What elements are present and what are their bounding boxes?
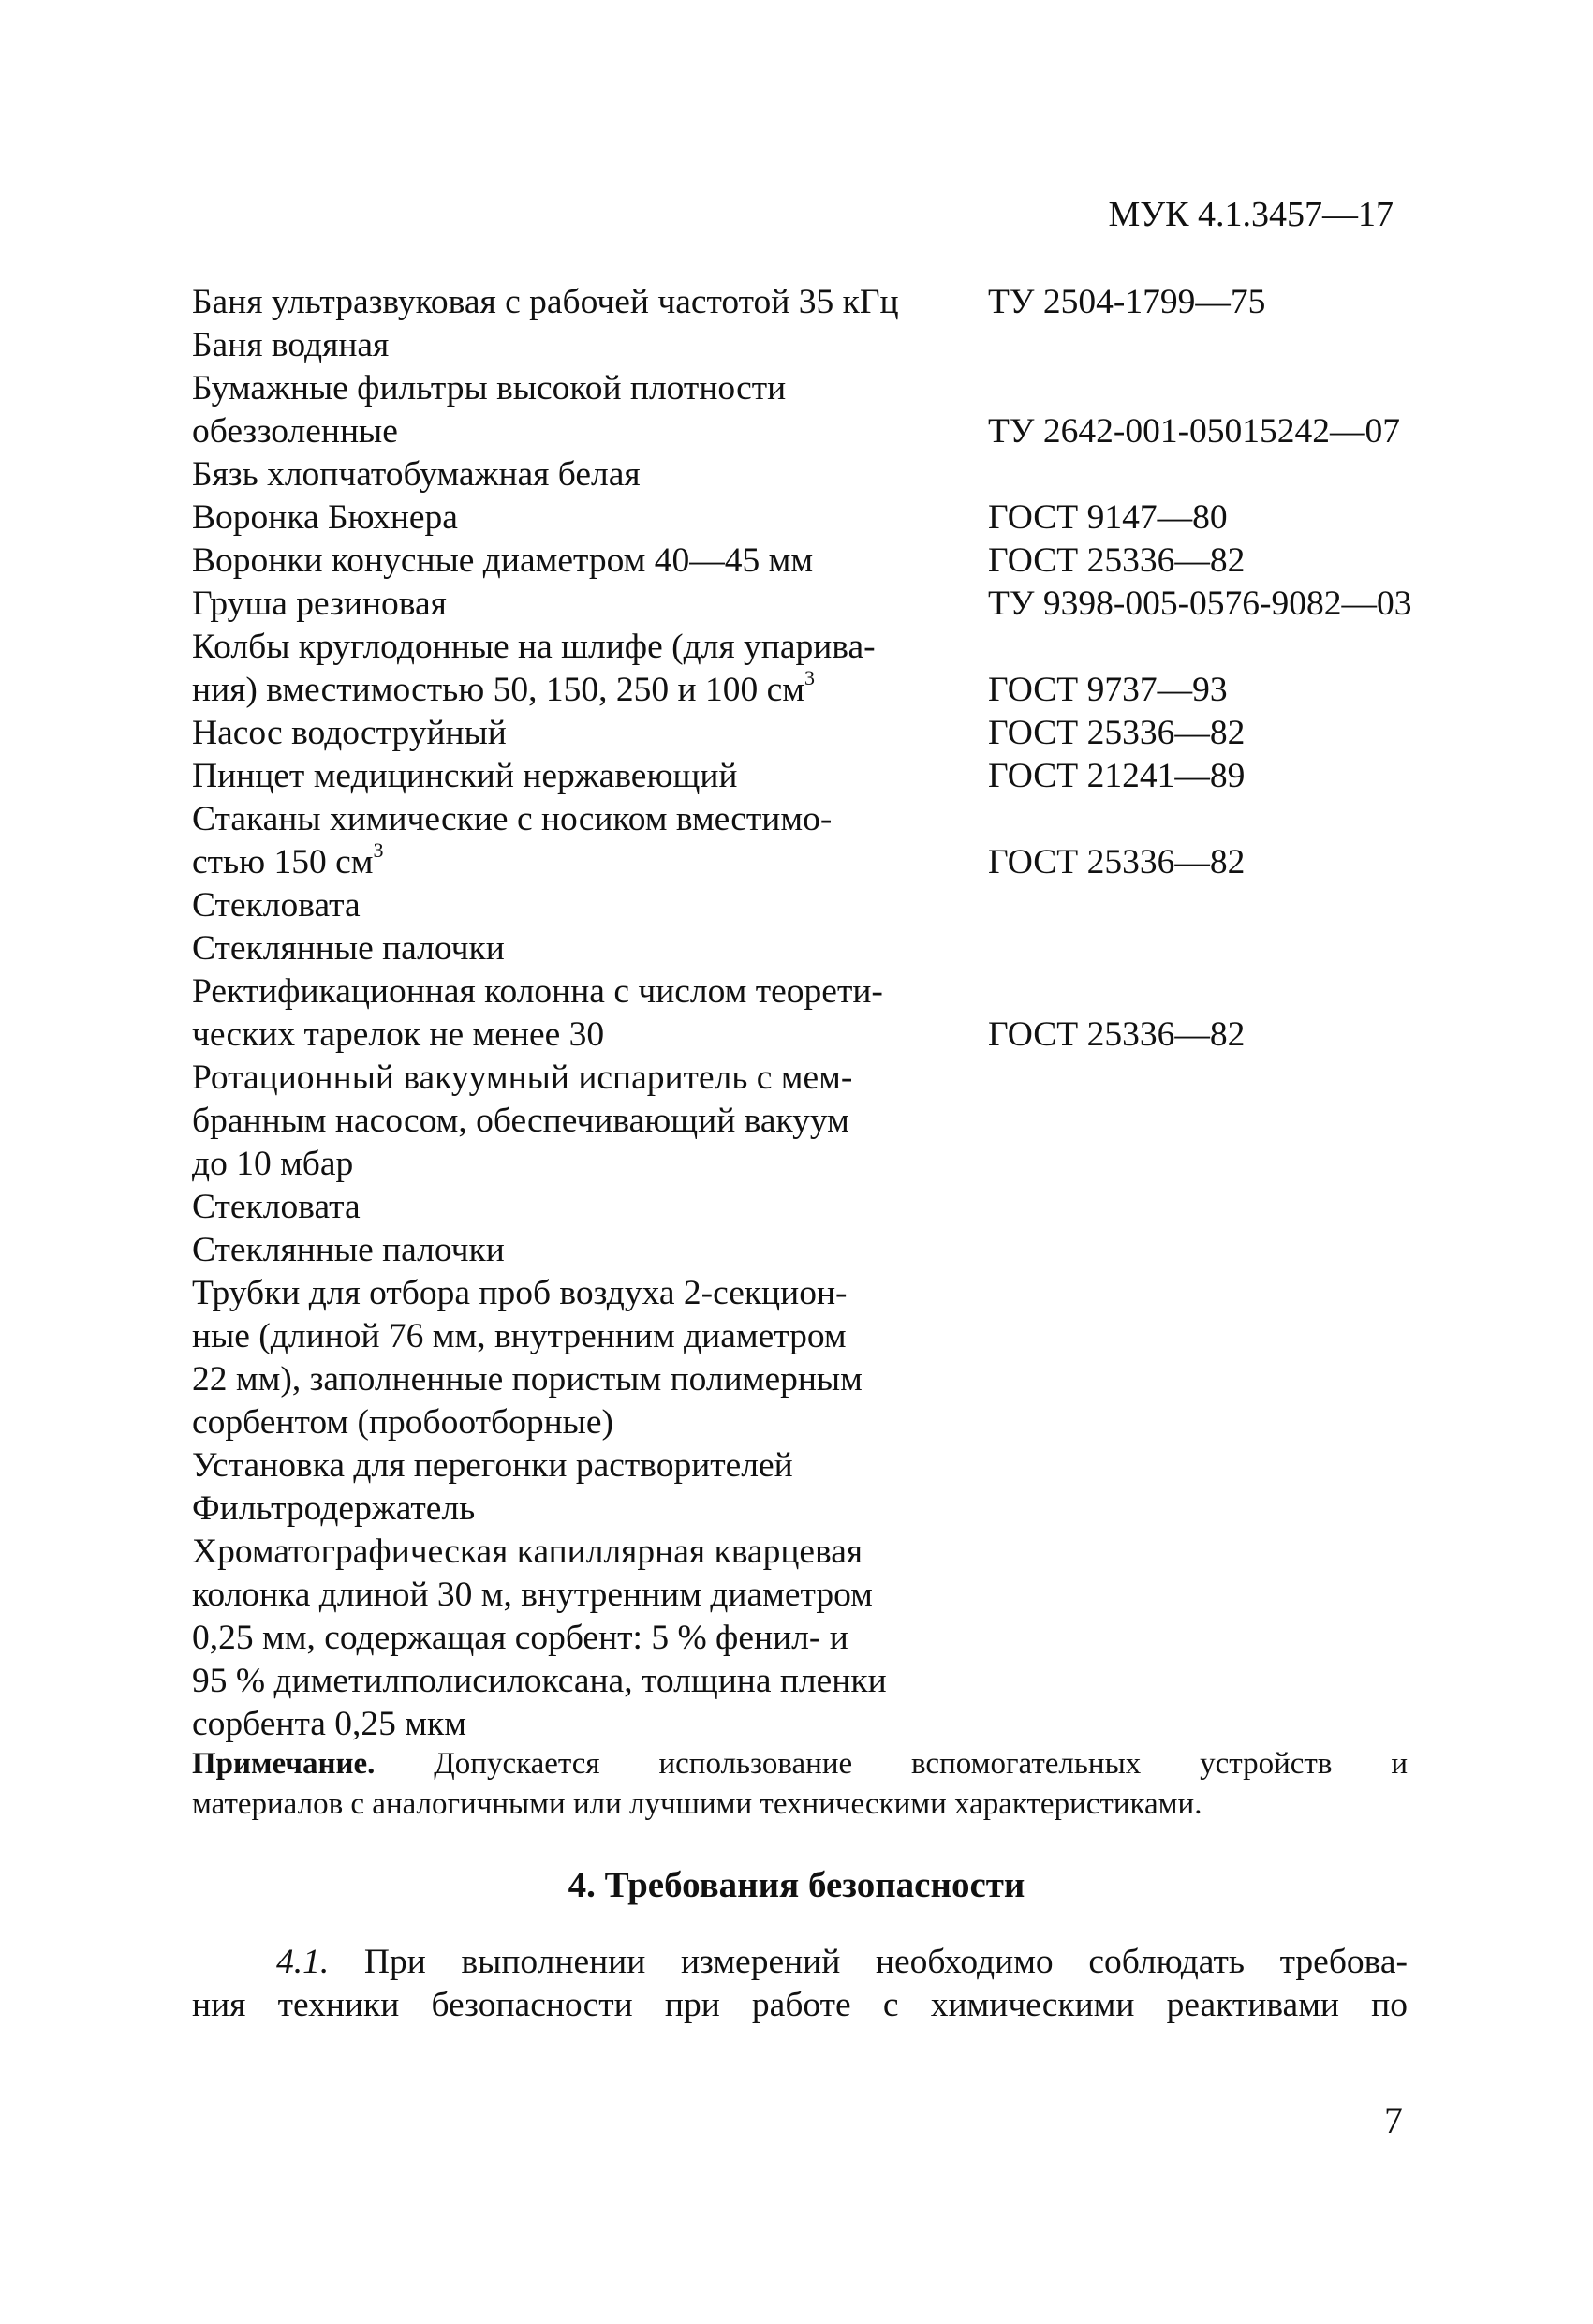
equipment-row <box>192 1057 1456 1186</box>
note-line-2: материалов с аналогичными или лучшими техническими характеристиками. <box>192 1787 1202 1821</box>
equipment-name-line: ния) вместимостью 50, 150, 250 и 100 $см^3$ <box>192 665 815 709</box>
equipment-name <box>192 626 988 712</box>
section-title: 4. Требования безопасности <box>568 1865 1025 1905</box>
equipment-row <box>192 798 1456 884</box>
equipment-list <box>192 281 1456 1746</box>
document-code: МУК 4.1.3457—17 <box>1108 195 1394 234</box>
equipment-name <box>192 970 988 1057</box>
equipment-name-line: Ректификационная колонна с числом теорети- <box>192 972 883 1011</box>
equipment-name <box>192 1057 988 1186</box>
equipment-name-line: Стеклянные палочки <box>192 1231 505 1269</box>
equipment-name-line: Стаканы химические с носиком вместимо- <box>192 800 833 838</box>
equipment-name-line: Воронка Бюхнера <box>192 498 458 537</box>
equipment-row <box>192 281 1456 324</box>
equipment-name-line: обеззоленные <box>192 412 398 451</box>
equipment-name-line: Установка для перегонки растворителей <box>192 1446 793 1485</box>
equipment-name-line: ческих тарелок не менее 30 <box>192 1015 605 1054</box>
equipment-standard: ГОСТ 9147—80 <box>988 498 1228 537</box>
paragraph-line-2: ния техники безопасности при работе с химическими реактивами по <box>192 1986 1408 2024</box>
paragraph-line-1: 4.1. При выполнении измерений необходимо соблюдать требова- <box>276 1943 1408 1981</box>
equipment-name <box>192 1229 988 1272</box>
equipment-name-line: Баня ультразвуковая с рабочей частотой 35 кГц <box>192 283 899 321</box>
equipment-name-line: Ротационный вакуумный испаритель с мем- <box>192 1058 853 1097</box>
equipment-name <box>192 927 988 970</box>
equipment-name-line: стью 150 $см^3$ <box>192 837 384 881</box>
equipment-name-line: Груша резиновая <box>192 585 447 623</box>
equipment-standard: ГОСТ 9737—93 <box>988 671 1228 709</box>
equipment-name <box>192 884 988 927</box>
equipment-name-line: сорбентом (пробоотборные) <box>192 1403 613 1442</box>
equipment-name <box>192 1488 988 1531</box>
equipment-row <box>192 755 1456 798</box>
equipment-name <box>192 324 988 367</box>
equipment-name <box>192 798 988 884</box>
note <box>192 1744 1408 1825</box>
equipment-row <box>192 1488 1456 1531</box>
equipment-row <box>192 1531 1456 1746</box>
equipment-row <box>192 324 1456 367</box>
equipment-row <box>192 712 1456 755</box>
paragraph-number: 4.1. <box>276 1943 330 1981</box>
equipment-name <box>192 755 988 798</box>
equipment-standard: ГОСТ 21241—89 <box>988 757 1246 795</box>
equipment-standard: ГОСТ 25336—82 <box>988 714 1246 752</box>
equipment-standard: ГОСТ 25336—82 <box>988 843 1246 881</box>
equipment-name-line: Колбы круглодонные на шлифе (для упарива- <box>192 628 876 666</box>
equipment-name <box>192 367 988 453</box>
equipment-name-line: колонка длиной 30 м, внутренним диаметром <box>192 1576 873 1614</box>
note-label: Примечание. <box>192 1747 376 1781</box>
equipment-name <box>192 281 988 324</box>
note-line-1: Примечание. Допускается использование вспомогательных устройств и <box>192 1747 1408 1781</box>
equipment-standard: ТУ 9398-005-0576-9082—03 <box>988 585 1412 623</box>
paragraph-4-1 <box>192 1941 1408 2027</box>
equipment-name-line: Стекловата <box>192 886 361 925</box>
equipment-name-line: Воронки конусные диаметром 40—45 мм <box>192 541 814 580</box>
page-number: 7 <box>1384 2099 1403 2141</box>
equipment-name <box>192 1186 988 1229</box>
equipment-row <box>192 1186 1456 1229</box>
equipment-name <box>192 453 988 496</box>
equipment-row <box>192 927 1456 970</box>
equipment-name-line: 95 % диметилполисилоксана, толщина пленки <box>192 1662 887 1700</box>
equipment-name-line: Бязь хлопчатобумажная белая <box>192 455 641 494</box>
equipment-row <box>192 540 1456 583</box>
equipment-row <box>192 453 1456 496</box>
equipment-row <box>192 1444 1456 1488</box>
equipment-name-line: до 10 мбар <box>192 1145 354 1183</box>
equipment-name-line: Пинцет медицинский нержавеющий <box>192 757 738 795</box>
equipment-name <box>192 540 988 583</box>
equipment-row <box>192 626 1456 712</box>
equipment-name <box>192 712 988 755</box>
equipment-name-line: Стеклянные палочки <box>192 929 505 968</box>
equipment-name-line: Фильтродержатель <box>192 1489 476 1528</box>
equipment-name-line: бранным насосом, обеспечивающий вакуум <box>192 1102 849 1140</box>
superscript: 3 <box>804 665 815 689</box>
equipment-name <box>192 1272 988 1444</box>
equipment-name-line: Насос водоструйный <box>192 714 507 752</box>
equipment-standard: ГОСТ 25336—82 <box>988 541 1246 580</box>
equipment-row <box>192 1272 1456 1444</box>
equipment-row <box>192 496 1456 540</box>
equipment-name-line: 22 мм), заполненные пористым полимерным <box>192 1360 863 1399</box>
superscript: 3 <box>373 837 384 862</box>
equipment-standard: ТУ 2504-1799—75 <box>988 283 1266 321</box>
equipment-standard: ГОСТ 25336—82 <box>988 1015 1246 1054</box>
equipment-name-line: Трубки для отбора проб воздуха 2-секцион- <box>192 1274 848 1312</box>
equipment-name-line: ные (длиной 76 мм, внутренним диаметром <box>192 1317 847 1355</box>
equipment-name-line: Хроматографическая капиллярная кварцевая <box>192 1532 863 1571</box>
equipment-name-line: Баня водяная <box>192 326 390 364</box>
equipment-name-line: Стекловата <box>192 1188 361 1226</box>
equipment-row <box>192 367 1456 453</box>
equipment-standard: ТУ 2642-001-05015242—07 <box>988 412 1401 451</box>
equipment-name <box>192 496 988 540</box>
equipment-name-line: 0,25 мм, содержащая сорбент: 5 % фенил- и <box>192 1619 848 1657</box>
equipment-row <box>192 970 1456 1057</box>
equipment-row <box>192 1229 1456 1272</box>
equipment-name <box>192 1531 988 1746</box>
equipment-name-line: Бумажные фильтры высокой плотности <box>192 369 787 407</box>
equipment-name <box>192 1444 988 1488</box>
equipment-name <box>192 583 988 626</box>
equipment-row <box>192 884 1456 927</box>
equipment-name-line: сорбента 0,25 мкм <box>192 1705 466 1743</box>
equipment-row <box>192 583 1456 626</box>
